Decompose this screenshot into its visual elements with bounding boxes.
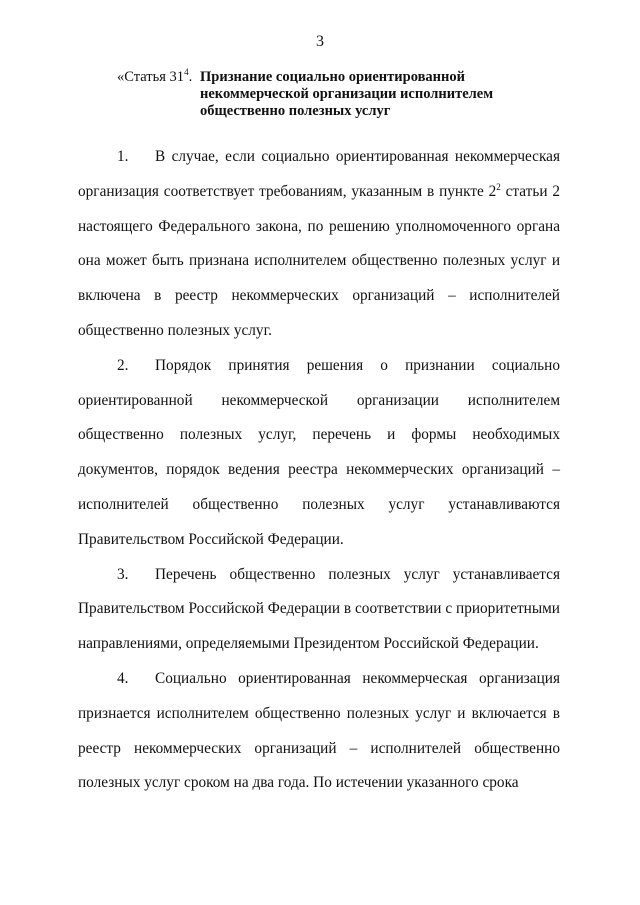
- paragraph-number: 2.: [117, 356, 129, 374]
- paragraph-text: В случае, если социально ориентированная некоммерческая организация соответствует требованиям, указанным в пункте 2: [78, 148, 560, 200]
- paragraph-number: 1.: [117, 148, 129, 165]
- paragraph-number: 4.: [117, 669, 129, 687]
- paragraph-text: Социально ориентированная некоммерческая организация признается исполнителем общественно полезных услуг и включается в реестр некоммерческих организаций – исполнителей общественно полезных услуг сроком на два года. По истечении указанного срока: [78, 669, 560, 792]
- article-title-line: Признание социально ориентированной: [200, 69, 465, 85]
- paragraph-4: [78, 662, 560, 801]
- article-prefix: «Статья $31^4$.: [117, 67, 193, 85]
- page-number: 3: [316, 33, 324, 50]
- article-title-line: некоммерческой организации исполнителем: [200, 86, 494, 102]
- article-title-line: общественно полезных услуг: [200, 103, 391, 119]
- paragraph-text-cont: статьи 2 настоящего Федерального закона, по решению уполномоченного органа она может быть признана исполнителем общественно полезных услуг и включена в реестр некоммерческих организаций – исполнителей общественно полезных услуг.: [78, 182, 560, 339]
- paragraph-text: Перечень общественно полезных услуг устанавливается Правительством Российской Федерации в соответствии с приоритетными направлениями, определяемыми Президентом Российской Федерации.: [78, 565, 560, 653]
- paragraph-3: [78, 558, 560, 662]
- article-title: [200, 69, 530, 120]
- paragraph-1: [78, 140, 560, 349]
- document-body: [78, 140, 560, 801]
- paragraph-number: 3.: [117, 565, 129, 583]
- paragraph-text: Порядок принятия решения о признании социально ориентированной некоммерческой организации исполнителем общественно полезных услуг, перечень и формы необходимых документов, порядок ведения реестра некоммерческих организаций – исполнителей общественно полезных услуг устанавливаются Правительством Российской Федерации.: [78, 356, 560, 548]
- superscript: 2: [496, 181, 501, 192]
- paragraph-2: [78, 349, 560, 558]
